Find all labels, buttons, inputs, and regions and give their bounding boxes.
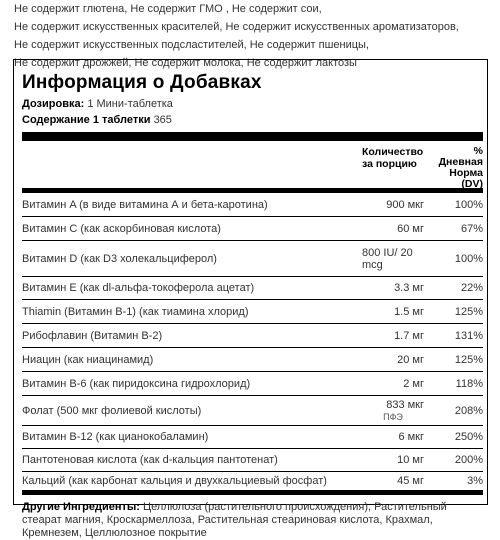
header-dv-line: (DV) [461, 178, 483, 190]
nutrient-amount: 800 IU/ 20 mcg [362, 246, 413, 271]
other-ingredients-label: Другие Ингредиенты: [22, 501, 140, 513]
nutrient-name: Витамин A (в виде витамина А и бета-каротина) [22, 198, 268, 211]
nutrient-dv: 100% [454, 252, 483, 265]
table-row [22, 372, 483, 396]
nutrient-name: Thiamin (Витамин B-1) (как тиамина хлорид) [22, 305, 249, 318]
nutrient-name: Витамин B-12 (как цианокобаламин) [22, 431, 209, 443]
nutrient-name: Кальций (как карбонат кальция и двухкальциевый фосфат) [22, 475, 327, 487]
dosage-line [22, 96, 483, 112]
nutrient-name: Витамин C (как аскорбиновая кислота) [22, 222, 221, 235]
table-row [22, 396, 483, 426]
supplement-facts-panel [13, 59, 488, 539]
header-dv-line: Дневная [438, 156, 483, 168]
table-header [22, 141, 483, 193]
nutrient-amount: 45 мг [397, 475, 424, 487]
nutrient-amount: 900 мкг [386, 198, 424, 211]
nutrient-dv: 250% [454, 431, 483, 443]
table-row [22, 193, 483, 217]
nutrient-amount: 60 мг [397, 222, 424, 235]
nutrient-name: Фолат (500 мкг фолиевой кислоты) [22, 404, 202, 417]
nutrient-dv: 125% [454, 305, 483, 318]
dosage-label: Дозировка: [22, 98, 85, 110]
table-row [22, 449, 483, 472]
nutrient-amount: 6 мкг [398, 431, 424, 443]
nutrient-dv: 118% [455, 377, 483, 390]
header-dv-line: Норма [449, 167, 483, 179]
header-amount-line: Количество [362, 146, 424, 158]
thick-divider [22, 132, 483, 141]
nutrient-dv: 67% [460, 222, 483, 235]
nutrient-amount: 10 мг [397, 454, 424, 466]
other-ingredients-text: Целлюлоза (растительного происхождения), Растительный стеарат магния, Кроскармеллоза, Растительная стеариновая кислота, Крахмал, Кремнезем, Целлюлозное покрытие [22, 501, 447, 539]
nutrient-amount: 3.3 мг [394, 282, 424, 294]
nutrient-dv: 131% [454, 329, 483, 342]
header-amount-line: за порцию [362, 158, 417, 170]
nutrient-amount: 20 мг [397, 353, 424, 366]
servings-label: Содержание 1 таблетки [22, 114, 151, 126]
nutrient-dv: 22% [460, 282, 483, 294]
note-line: Не содержит дрожжей, Не содержит молока, Не содержит лактозы [14, 57, 357, 69]
table-row [22, 324, 483, 348]
nutrient-name: Витамин D (как D3 холекальциферол) [22, 252, 217, 265]
nutrient-amount: 2 мг [403, 377, 424, 390]
dosage-value: 1 Мини-таблетка [87, 98, 173, 110]
header-name-col [22, 141, 362, 188]
amount-unit-note: ПФЭ [383, 411, 403, 422]
nutrient-dv: 3% [467, 475, 483, 487]
header-dv [428, 141, 483, 188]
servings-line [22, 112, 483, 128]
nutrient-amount: 1.7 мг [394, 329, 424, 342]
facts-title: Информация о Добавках [22, 72, 262, 93]
nutrient-name: Ниацин (как ниацинамид) [22, 353, 154, 366]
note-line: Не содержит глютена, Не содержит ГМО , Не содержит сои, [14, 3, 322, 15]
servings-value: 365 [153, 114, 172, 126]
other-ingredients [22, 501, 483, 540]
table-row [22, 300, 483, 324]
nutrient-name: Рибофлавин (Витамин B-2) [22, 329, 163, 342]
table-row [22, 426, 483, 449]
nutrient-dv: 125% [454, 353, 483, 366]
nutrient-amount: 1.5 мг [394, 305, 424, 318]
note-line: Не содержит искусственных красителей, Не содержит искусственных ароматизаторов, [14, 21, 459, 33]
nutrient-dv: 200% [454, 454, 483, 466]
nutrient-name: Витамин E (как dl-альфа-токоферола ацетат) [22, 282, 255, 294]
header-dv-line: % [473, 145, 483, 157]
amount-main: 833 мкг [386, 398, 424, 411]
table-row [22, 348, 483, 372]
nutrient-name: Пантотеновая кислота (как d-кальция пантотенат) [22, 454, 278, 466]
nutrient-name: Витамин B-6 (как пиридоксина гидрохлорид) [22, 377, 251, 390]
note-line: Не содержит искусственных подсластителей, Не содержит пшеницы, [14, 39, 369, 51]
table-row [22, 277, 483, 300]
nutrient-dv: 100% [454, 198, 483, 211]
nutrient-amount [362, 399, 428, 423]
table-row [22, 472, 483, 495]
nutrient-dv: 208% [454, 404, 483, 417]
header-amount [362, 141, 428, 188]
table-row [22, 241, 483, 277]
table-row [22, 217, 483, 241]
